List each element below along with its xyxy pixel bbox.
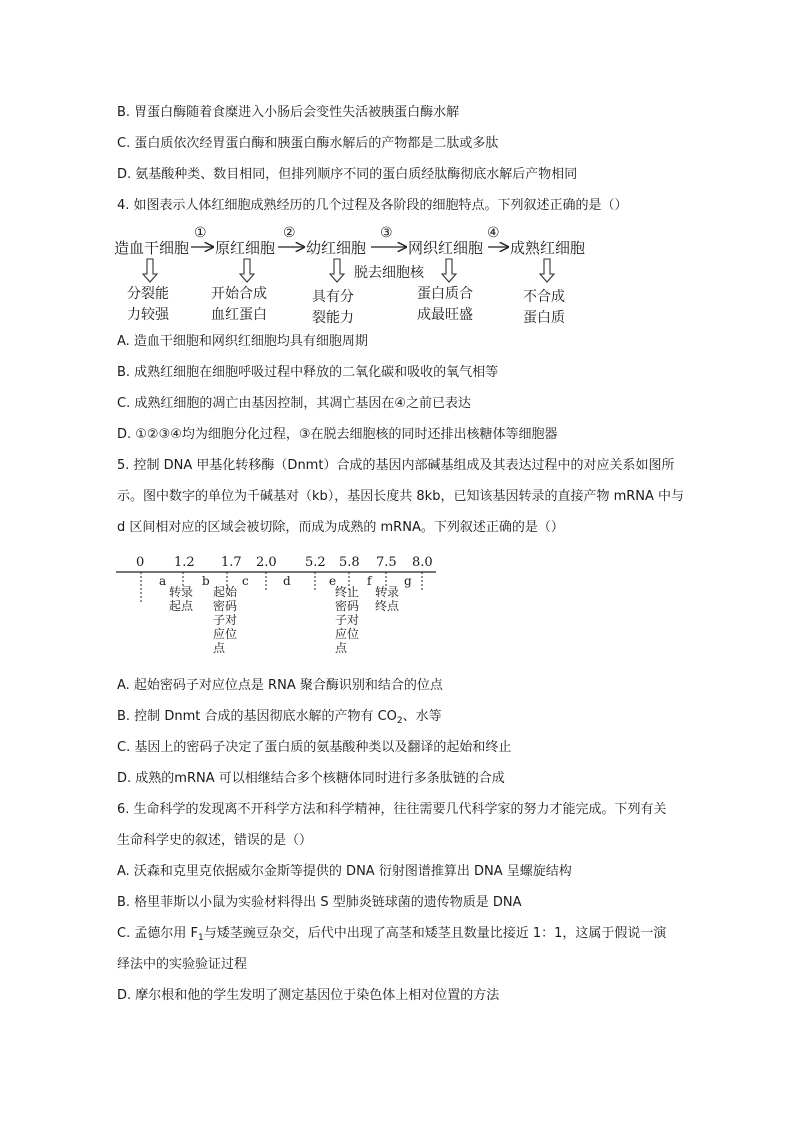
q6-option-c-tail: 与矮茎豌豆杂交，后代中出现了高茎和矮茎且数量比接近 1：1，这属于假说一演 xyxy=(203,926,667,941)
q6-option-c xyxy=(117,925,666,947)
red-cell-maturation-diagram xyxy=(110,222,610,332)
cell-reticulocyte: 网织红细胞 xyxy=(408,239,484,257)
svg-text:f: f xyxy=(367,574,372,588)
q6-stem-line2: 生命科学史的叙述，错误的是（） xyxy=(117,833,313,848)
svg-text:分裂能: 分裂能 xyxy=(127,286,169,302)
svg-text:蛋白质: 蛋白质 xyxy=(523,310,565,326)
q6-option-c-subscript: 1 xyxy=(197,933,204,943)
svg-text:d: d xyxy=(283,574,291,588)
svg-text:起始: 起始 xyxy=(213,585,238,599)
step-2: ② xyxy=(283,225,296,241)
q5-option-b-subscript: 2 xyxy=(396,716,403,726)
q3-option-c: C. 蛋白质依次经胃蛋白酶和胰蛋白酶水解后的产物都是二肽或多肽 xyxy=(117,136,499,151)
down-arrow-3 xyxy=(330,259,344,282)
cell-young: 幼红细胞 xyxy=(306,239,367,257)
svg-text:2.0: 2.0 xyxy=(256,555,277,570)
svg-text:终止: 终止 xyxy=(335,585,360,599)
q5-option-b xyxy=(117,708,442,730)
svg-text:8.0: 8.0 xyxy=(412,555,433,570)
gene-map-diagram xyxy=(110,550,450,660)
svg-text:裂能力: 裂能力 xyxy=(312,310,354,326)
q3-option-b: B. 胃蛋白酶随着食糜进入小肠后会变性失活被胰蛋白酶水解 xyxy=(117,105,460,120)
svg-text:力较强: 力较强 xyxy=(127,307,169,323)
svg-text:子对: 子对 xyxy=(213,613,238,627)
q5-option-d: D. 成熟的mRNA 可以相继结合多个核糖体同时进行多条肽链的合成 xyxy=(117,771,505,786)
cell-mature: 成熟红细胞 xyxy=(510,239,586,257)
q6-option-c-continued: 绎法中的实验验证过程 xyxy=(117,957,248,972)
svg-text:g: g xyxy=(404,574,412,588)
q4-option-b: B. 成熟红细胞在细胞呼吸过程中释放的二氧化碳和吸收的氧气相等 xyxy=(117,365,499,380)
q5-stem-line2: 示。图中数字的单位为千碱基对（kb），基因长度共 8kb，已知该基因转录的直接产物 mRNA 中与 xyxy=(117,489,685,504)
svg-text:子对: 子对 xyxy=(335,613,360,627)
step3-note: 脱去细胞核 xyxy=(354,265,424,281)
q5-option-b-tail: 、水等 xyxy=(402,709,442,724)
q5-option-b-text: B. 控制 Dnmt 合成的基因彻底水解的产物有 CO xyxy=(117,709,397,724)
q6-option-c-text: C. 孟德尔用 F xyxy=(117,926,198,941)
svg-text:5.8: 5.8 xyxy=(339,555,360,570)
down-arrow-2 xyxy=(240,259,254,282)
q6-stem-line1: 6. 生命科学的发现离不开科学方法和科学精神，往往需要几代科学家的努力才能完成。下列有关 xyxy=(117,802,667,817)
q3-option-d: D. 氨基酸种类、数目相同，但排列顺序不同的蛋白质经肽酶彻底水解后产物相同 xyxy=(117,167,578,182)
svg-text:终点: 终点 xyxy=(375,599,400,613)
step-4: ④ xyxy=(487,225,500,241)
cell-proerythroblast: 原红细胞 xyxy=(215,239,276,257)
svg-text:1.2: 1.2 xyxy=(174,555,195,570)
q4-option-c: C. 成熟红细胞的凋亡由基因控制，其凋亡基因在④之前已表达 xyxy=(117,396,471,411)
svg-text:点: 点 xyxy=(335,641,348,655)
q6-option-a: A. 沃森和克里克依据威尔金斯等提供的 DNA 衍射图谱推算出 DNA 呈螺旋结构 xyxy=(117,864,572,879)
down-arrow-1 xyxy=(143,259,157,282)
q6-option-d: D. 摩尔根和他的学生发明了测定基因位于染色体上相对位置的方法 xyxy=(117,988,500,1003)
step-1: ① xyxy=(194,225,207,241)
svg-text:应位: 应位 xyxy=(213,627,238,641)
q4-option-d: D. ①②③④均为细胞分化过程，③在脱去细胞核的同时还排出核糖体等细胞器 xyxy=(117,427,558,442)
svg-text:转录: 转录 xyxy=(375,585,400,599)
q5-option-a: A. 起始密码子对应位点是 RNA 聚合酶识别和结合的位点 xyxy=(117,678,443,693)
svg-text:成最旺盛: 成最旺盛 xyxy=(417,307,473,323)
down-arrow-5 xyxy=(540,259,554,282)
q5-stem-line1: 5. 控制 DNA 甲基化转移酶（Dnmt）合成的基因内部碱基组成及其表达过程中的对应关系如图所 xyxy=(117,458,675,473)
svg-text:具有分: 具有分 xyxy=(312,289,354,305)
svg-text:密码: 密码 xyxy=(213,599,238,613)
svg-text:1.7: 1.7 xyxy=(221,555,242,570)
svg-text:e: e xyxy=(329,574,337,588)
svg-text:血红蛋白: 血红蛋白 xyxy=(211,307,267,323)
svg-text:应位: 应位 xyxy=(335,627,360,641)
svg-text:起点: 起点 xyxy=(169,599,194,613)
svg-text:转录: 转录 xyxy=(169,585,194,599)
svg-text:开始合成: 开始合成 xyxy=(211,286,267,302)
q5-option-c: C. 基因上的密码子决定了蛋白质的氨基酸种类以及翻译的起始和终止 xyxy=(117,740,512,755)
down-arrow-4 xyxy=(442,259,456,282)
svg-text:0: 0 xyxy=(136,555,145,570)
cell-stem: 造血干细胞 xyxy=(114,239,190,257)
step-3: ③ xyxy=(380,225,393,241)
svg-text:蛋白质合: 蛋白质合 xyxy=(417,286,473,302)
svg-text:密码: 密码 xyxy=(335,599,360,613)
svg-text:点: 点 xyxy=(213,641,226,655)
q6-option-b: B. 格里菲斯以小鼠为实验材料得出 S 型肺炎链球菌的遗传物质是 DNA xyxy=(117,895,522,910)
svg-text:a: a xyxy=(159,574,167,588)
svg-text:不合成: 不合成 xyxy=(523,289,565,305)
q4-stem: 4. 如图表示人体红细胞成熟经历的几个过程及各阶段的细胞特点。下列叙述正确的是（） xyxy=(117,198,628,213)
svg-text:c: c xyxy=(242,574,249,588)
svg-text:5.2: 5.2 xyxy=(305,555,326,570)
q4-option-a: A. 造血干细胞和网织红细胞均具有细胞周期 xyxy=(117,334,368,349)
q5-stem-line3: d 区间相对应的区域会被切除，而成为成熟的 mRNA。下列叙述正确的是（） xyxy=(117,520,564,535)
svg-text:7.5: 7.5 xyxy=(376,555,397,570)
svg-text:b: b xyxy=(202,574,210,588)
